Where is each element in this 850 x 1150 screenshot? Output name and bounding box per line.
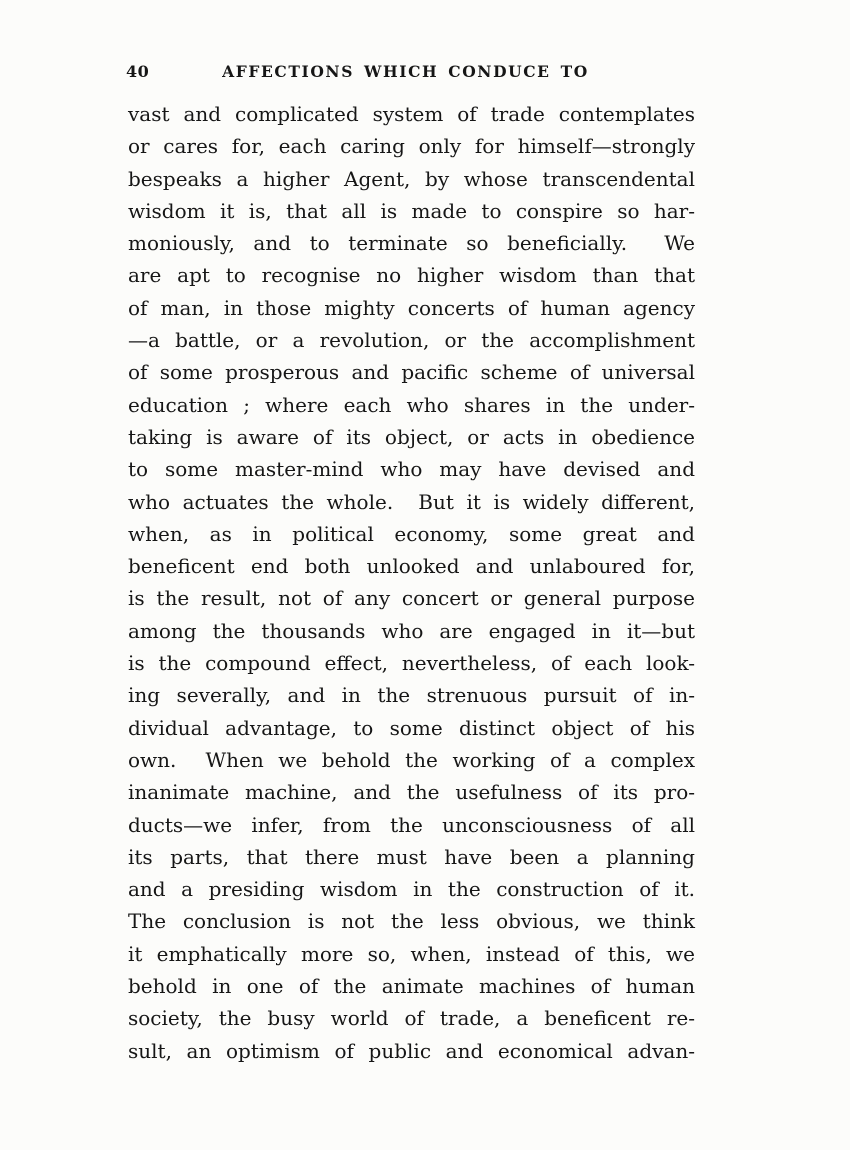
text-line: among the thousands who are engaged in it—but: [128, 618, 695, 643]
text-line: are apt to recognise no higher wisdom than that: [128, 263, 695, 288]
text-line: beneficent end both unlooked and unlaboured for,: [128, 554, 695, 579]
text-line: vast and complicated system of trade contemplates: [128, 102, 695, 126]
page-number: 40: [126, 62, 150, 81]
text-line: moniously, and to terminate so beneficially. We: [128, 231, 695, 256]
text-line: —a battle, or a revolution, or the accomplishment: [128, 328, 695, 353]
running-header: [128, 62, 695, 86]
text-line: to some master-mind who may have devised and: [128, 457, 695, 482]
text-line: is the compound effect, nevertheless, of each look-: [128, 651, 695, 676]
text-line: education ; where each who shares in the under-: [128, 392, 695, 417]
text-line: behold in one of the animate machines of human: [128, 974, 695, 999]
text-line: of some prosperous and pacific scheme of universal: [128, 360, 695, 385]
running-title: AFFECTIONS WHICH CONDUCE TO: [222, 62, 589, 81]
body-text: [128, 98, 695, 1067]
text-line: bespeaks a higher Agent, by whose transcendental: [128, 166, 695, 191]
text-line: inanimate machine, and the usefulness of its pro-: [128, 780, 695, 805]
text-line: dividual advantage, to some distinct object of his: [128, 715, 695, 740]
text-line: sult, an optimism of public and economical advan-: [128, 1038, 695, 1063]
text-line: wisdom it is, that all is made to conspire so har-: [128, 198, 695, 223]
text-line: it emphatically more so, when, instead of this, we: [128, 941, 695, 966]
text-line: when, as in political economy, some great and: [128, 521, 695, 546]
text-line: own. When we behold the working of a complex: [128, 747, 695, 772]
text-line: or cares for, each caring only for himself—strongly: [128, 134, 695, 159]
text-line: The conclusion is not the less obvious, we think: [128, 909, 695, 934]
text-line: its parts, that there must have been a planning: [128, 844, 695, 869]
text-line: society, the busy world of trade, a beneficent re-: [128, 1006, 695, 1031]
text-line: and a presiding wisdom in the construction of it.: [128, 877, 695, 902]
text-line: who actuates the whole. But it is widely different,: [128, 489, 695, 514]
text-line: is the result, not of any concert or general purpose: [128, 586, 695, 611]
text-line: ing severally, and in the strenuous pursuit of in-: [128, 683, 695, 708]
text-line: ducts—we infer, from the unconsciousness of all: [128, 812, 695, 837]
text-line: taking is aware of its object, or acts in obedience: [128, 424, 695, 449]
text-line: of man, in those mighty concerts of human agency: [128, 295, 695, 320]
